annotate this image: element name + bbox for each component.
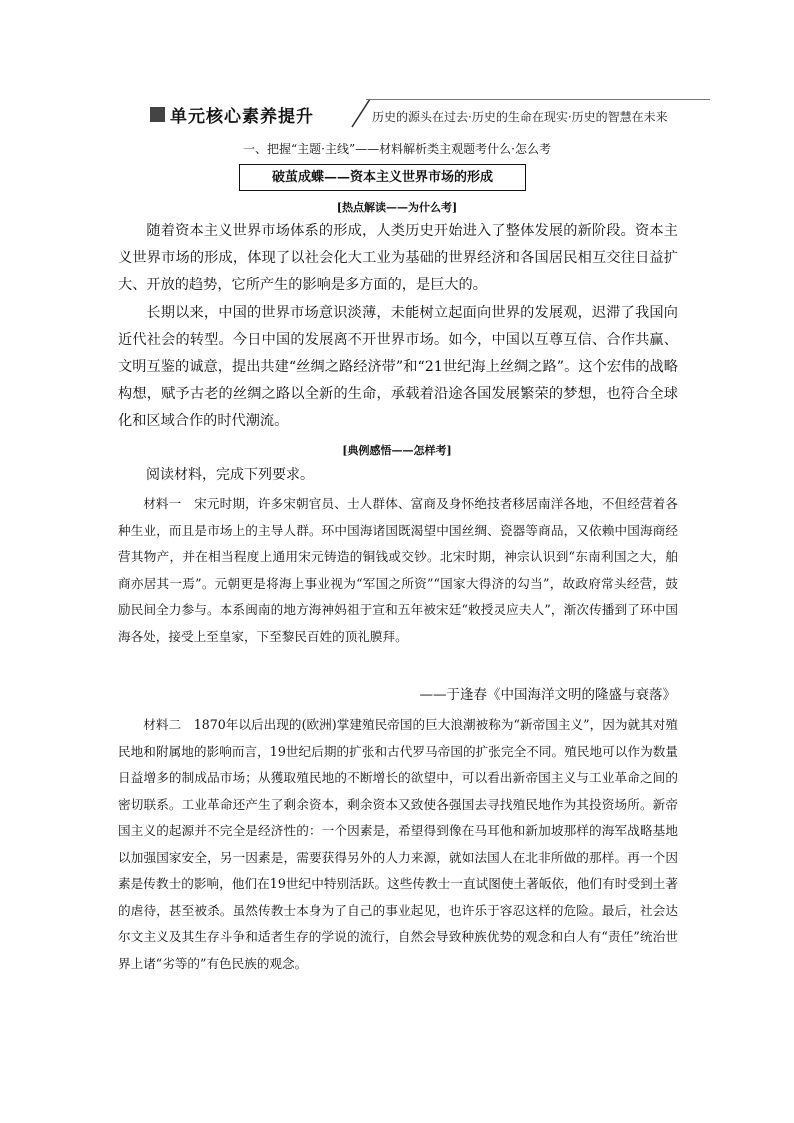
paragraph-1: 随着资本主义世界市场体系的形成，人类历史开始进入了整体发展的新阶段。资本主义世界市场的形成，体现了以社会化大工业为基础的世界经济和各国居民相互交往日益扩大、开放的趋势，它所产生的影响是多方面的，是巨大的。 — [118, 223, 678, 293]
material-one: 材料一 宋元时期，许多宋朝官员、士人群体、富商及身怀绝技者移居南洋各地，不但经营着各种生业，而且是市场上的主导人群。环中国海诸国既渴望中国丝绸、瓷器等商品，又依赖中国海商经营其物产，并在相当程度上通用宋元铸造的铜钱或交钞。北宋时期，神宗认识到“东南利国之大，舶商亦居其一焉”。元朝更是将海上事业视为“军国之所资”“国家大得济的勾当”，故政府常头经营，鼓励民间全力参与。本系闽南的地方海神妈祖于宣和五年被宋廷“敕授灵应夫人”，渐次传播到了环中国海各处，接受上至皇家，下至黎民百姓的顶礼膜拜。 — [118, 496, 678, 644]
material-two: 材料二 1870年以后出现的(欧洲)掌建殖民帝国的巨大浪潮被称为“新帝国主义”，因为就其对殖民地和附属地的影响而言，19世纪后期的扩张和古代罗马帝国的扩张完全不同。殖民地可以作为数量日益增多的制成品市场；从獲取殖民地的不断增长的欲望中，可以看出新帝国主义与工业革命之间的密切联系。工业革命还产生了剩余资本，剩余资本又致使各强国去寻找殖民地作为其投资场所。新帝国主义的起源并不完全是经济性的：一个因素是，希望得到像在马耳他和新加坡那样的海军战略基地以加强国家安全，另一因素是，需要获得另外的人力来源，就如法国人在北非所做的那样。再一个因素是传教士的影响，他们在19世纪中特别活跃。这些传教士一直试图使土著皈依，他们有时受到土著的虐待，甚至被杀。虽然传教士本身为了自己的事业起见，也许乐于容忍这样的危险。最后，社会达尔文主义及其生存斗争和适者生存的学说的流行，自然会导致种族优势的观念和白人有“责任”统治世界上诸“劣等的”有色民族的观念。 — [118, 717, 678, 971]
subhead-hot-topic: [热点解读——为什么考] — [336, 201, 458, 214]
square-bullet-icon — [150, 107, 165, 122]
header-motto: 历史的源头在过去·历史的生命在现实·历史的智慧在未来 — [372, 110, 668, 124]
subhead-example: [典例感悟——怎样考] — [342, 444, 452, 457]
section-title: 一、把握“主题·主线”——材料解析类主观题考什么·怎么考 — [243, 142, 551, 156]
header-rule — [366, 99, 710, 100]
slash-divider-icon — [350, 98, 372, 128]
topic-box: 破茧成蝶——资本主义世界市场的形成 — [239, 164, 526, 191]
material-one-source: ——于逢春《中国海洋文明的隆盛与衰落》 — [419, 687, 676, 703]
paragraph-2: 长期以来，中国的世界市场意识淡薄，未能树立起面向世界的发展观，迟滞了我国向近代社会的转型。今日中国的发展离不开世界市场。如今，中国以互尊互信、合作共赢、文明互鉴的诚意，提出共建“丝绸之路经济带”和“21世纪海上丝绸之路”。这个宏伟的战略构想，赋予古老的丝绸之路以全新的生命，承载着沿途各国发展繁荣的梦想，也符合全球化和区域合作的时代潮流。 — [118, 305, 678, 429]
header-title: 单元核心素养提升 — [170, 107, 314, 127]
unit-header — [150, 98, 710, 134]
header-badge — [150, 102, 314, 127]
reading-prompt: 阅读材料，完成下列要求。 — [146, 467, 314, 483]
